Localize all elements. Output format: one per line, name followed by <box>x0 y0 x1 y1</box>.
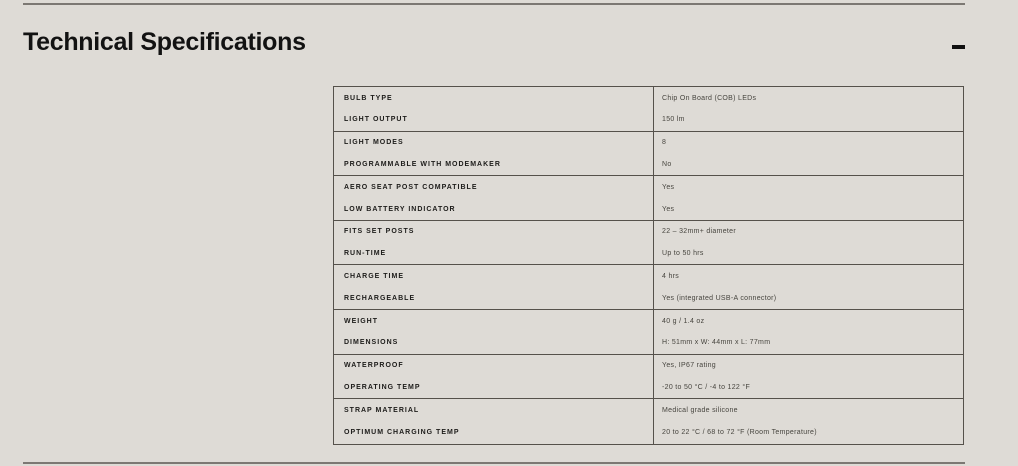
spec-label: STRAP MATERIAL <box>344 406 420 414</box>
minus-icon <box>952 45 965 49</box>
spec-value: Chip On Board (COB) LEDs <box>653 87 963 109</box>
spec-label: RUN-TIME <box>344 250 387 258</box>
table-row <box>334 176 963 198</box>
spec-label: LOW BATTERY INDICATOR <box>344 205 456 213</box>
bottom-divider <box>23 462 965 464</box>
spec-value: Yes, IP67 rating <box>653 355 963 377</box>
spec-value: Yes <box>653 198 963 219</box>
collapse-button[interactable] <box>943 36 965 58</box>
spec-value: 22 – 32mm+ diameter <box>653 221 963 243</box>
spec-value: 8 <box>653 132 963 154</box>
table-row <box>334 87 963 109</box>
spec-value: H: 51mm x W: 44mm x L: 77mm <box>653 332 963 353</box>
page-title: Technical Specifications <box>23 28 306 56</box>
spec-label: BULB TYPE <box>344 94 393 102</box>
spec-value: 40 g / 1.4 oz <box>653 310 963 332</box>
spec-value: Yes <box>653 176 963 198</box>
spec-value: 150 lm <box>653 109 963 130</box>
spec-label: DIMENSIONS <box>344 339 399 347</box>
table-row <box>334 421 963 443</box>
spec-label: CHARGE TIME <box>344 273 404 281</box>
table-row <box>334 221 963 243</box>
table-row <box>334 288 963 310</box>
spec-table <box>333 86 964 445</box>
spec-value: No <box>653 154 963 175</box>
spec-label: OPTIMUM CHARGING TEMP <box>344 429 460 437</box>
spec-value: Yes (integrated USB-A connector) <box>653 288 963 309</box>
table-row <box>334 377 963 399</box>
spec-value: -20 to 50 °C / -4 to 122 °F <box>653 377 963 398</box>
accordion-header[interactable] <box>23 28 965 62</box>
spec-label: LIGHT MODES <box>344 139 404 147</box>
spec-label: AERO SEAT POST COMPATIBLE <box>344 183 478 191</box>
table-row <box>334 109 963 131</box>
spec-value: 4 hrs <box>653 265 963 287</box>
top-divider <box>23 3 965 5</box>
table-row <box>334 355 963 377</box>
spec-label: LIGHT OUTPUT <box>344 116 408 124</box>
spec-value: Up to 50 hrs <box>653 243 963 264</box>
spec-value: 20 to 22 °C / 68 to 72 °F (Room Temperature) <box>653 421 963 443</box>
spec-label: WEIGHT <box>344 317 378 325</box>
table-row <box>334 154 963 176</box>
table-row <box>334 332 963 354</box>
table-row <box>334 243 963 265</box>
table-row <box>334 310 963 332</box>
spec-label: RECHARGEABLE <box>344 294 416 302</box>
table-row <box>334 198 963 220</box>
spec-value: Medical grade silicone <box>653 399 963 421</box>
spec-label: PROGRAMMABLE WITH MODEMAKER <box>344 161 501 169</box>
table-row <box>334 265 963 287</box>
table-row <box>334 399 963 421</box>
spec-label: WATERPROOF <box>344 362 404 370</box>
table-row <box>334 132 963 154</box>
spec-label: FITS SET POSTS <box>344 228 415 236</box>
spec-label: OPERATING TEMP <box>344 384 421 391</box>
